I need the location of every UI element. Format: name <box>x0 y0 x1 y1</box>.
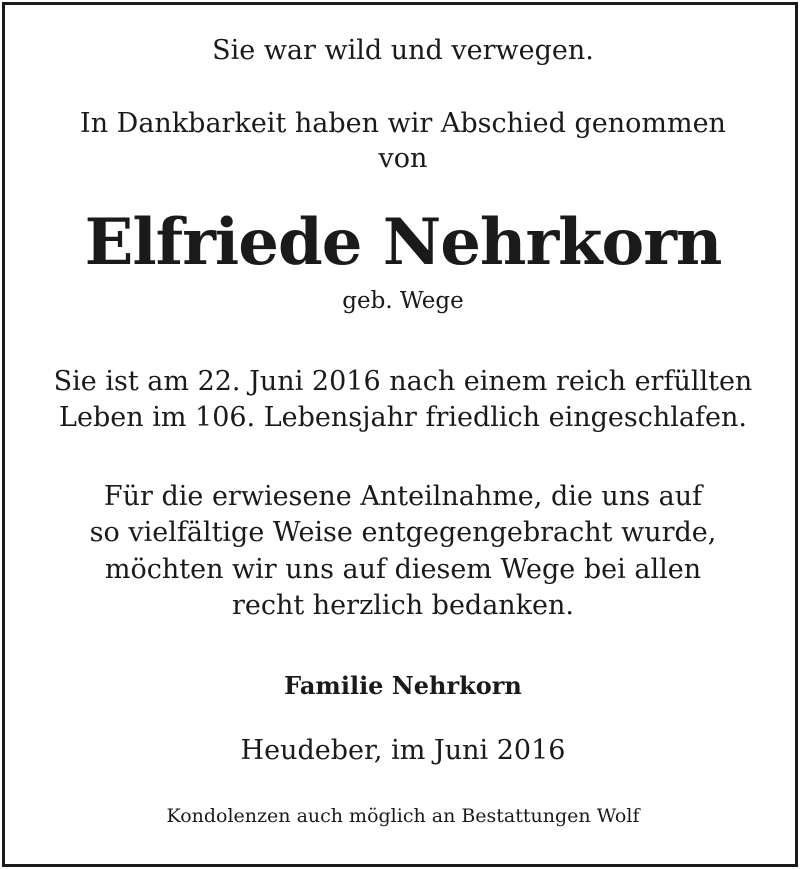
notice-border <box>2 2 798 867</box>
thanks-text-line-2: so vielfältige Weise entgegengebracht wurde, <box>89 517 717 548</box>
thanks-text-line-3: möchten wir uns auf diesem Wege bei allen <box>104 554 702 585</box>
maiden-name: geb. Wege <box>342 288 464 314</box>
condolences-text: Kondolenzen auch möglich an Bestattungen Wolf <box>166 805 640 827</box>
death-text-line-1: Sie ist am 22. Juni 2016 nach einem reich erfüllten <box>53 366 753 397</box>
thanks-text-line-4: recht herzlich bedanken. <box>231 590 575 621</box>
thanks-text-line-1: Für die erwiesene Anteilnahme, die uns auf <box>103 481 703 512</box>
motto-text: Sie war wild und verwegen. <box>212 35 594 66</box>
deceased-name: Elfriede Nehrkorn <box>84 205 722 280</box>
place-date-text: Heudeber, im Juni 2016 <box>240 735 566 766</box>
intro-text-line-1: In Dankbarkeit haben wir Abschied genommen <box>80 108 726 139</box>
family-signature: Familie Nehrkorn <box>284 671 522 700</box>
death-text-line-2: Leben im 106. Lebensjahr friedlich eingeschlafen. <box>59 402 747 433</box>
intro-text-line-2: von <box>378 143 428 174</box>
